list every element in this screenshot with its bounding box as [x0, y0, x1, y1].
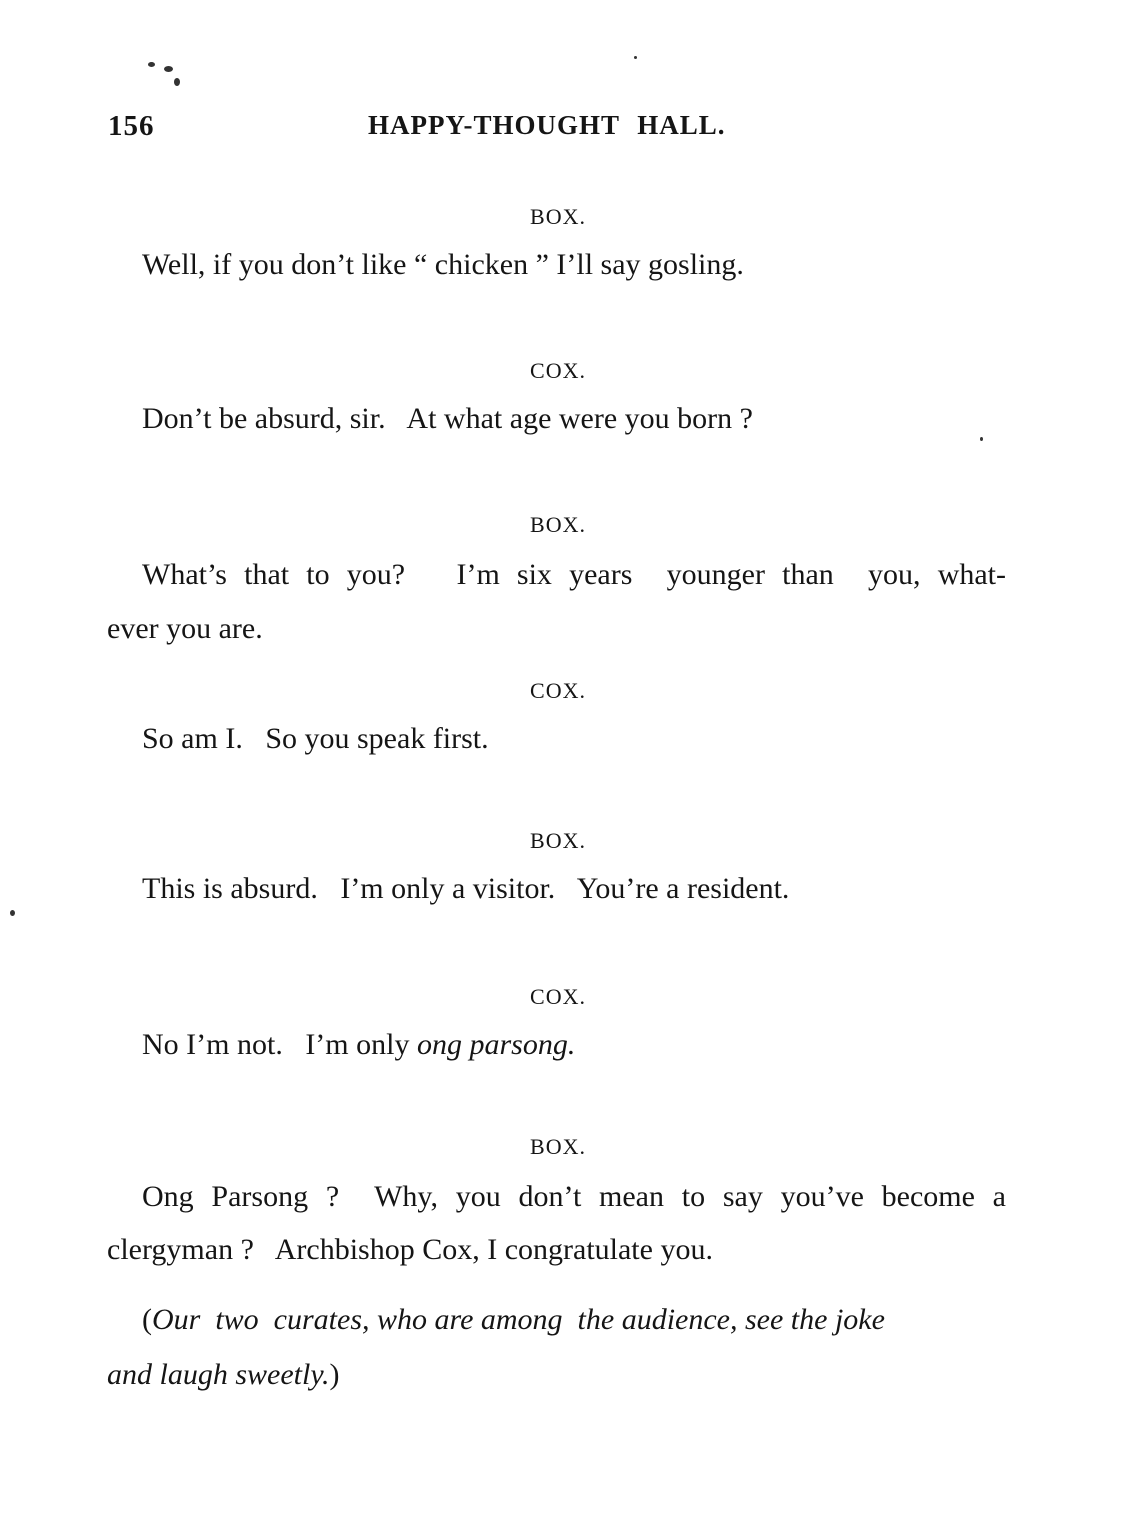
- dialogue-line: Well, if you don’t like “ chicken ” I’ll say gosling.: [142, 248, 744, 281]
- running-title: HAPPY-THOUGHT HALL.: [368, 110, 726, 140]
- ink-speck: [980, 437, 983, 441]
- speaker-label: BOX.: [530, 1134, 586, 1159]
- paren-open: (: [142, 1303, 152, 1336]
- italic-phrase: ong parsong.: [416, 1028, 576, 1061]
- page-number: 156: [108, 110, 155, 142]
- dialogue-line: ever you are.: [107, 612, 263, 645]
- speaker-label: COX.: [530, 358, 586, 383]
- ink-speck: [10, 910, 15, 916]
- dialogue-line: What’s that to you? I’m six years younger than you, what-: [142, 558, 1006, 591]
- ink-speck: [174, 78, 180, 86]
- dialogue-line: [142, 1028, 575, 1062]
- speaker-label: BOX.: [530, 204, 586, 229]
- ink-speck: [634, 56, 637, 59]
- dialogue-line: Ong Parsong ? Why, you don’t mean to say you’ve become a: [142, 1180, 1006, 1213]
- stage-direction-line: [142, 1303, 885, 1337]
- dialogue-line: clergyman ? Archbishop Cox, I congratulate you.: [107, 1233, 713, 1266]
- dialogue-line: This is absurd. I’m only a visitor. You’re a resident.: [142, 872, 790, 905]
- dialogue-text: No I’m not. I’m only: [142, 1028, 417, 1061]
- stage-direction-text: Our two curates, who are among the audience, see the joke: [152, 1303, 885, 1336]
- speaker-label: COX.: [530, 984, 586, 1009]
- speaker-label: BOX.: [530, 512, 586, 537]
- stage-direction-line: [107, 1358, 339, 1392]
- ink-speck: [148, 62, 155, 67]
- ink-speck: [164, 66, 173, 72]
- paren-close: ): [329, 1358, 340, 1391]
- dialogue-line: Don’t be absurd, sir. At what age were you born ?: [142, 402, 753, 435]
- stage-direction-text: and laugh sweetly.: [107, 1358, 330, 1391]
- speaker-label: BOX.: [530, 828, 586, 853]
- speaker-label: COX.: [530, 678, 586, 703]
- dialogue-line: So am I. So you speak first.: [142, 722, 489, 755]
